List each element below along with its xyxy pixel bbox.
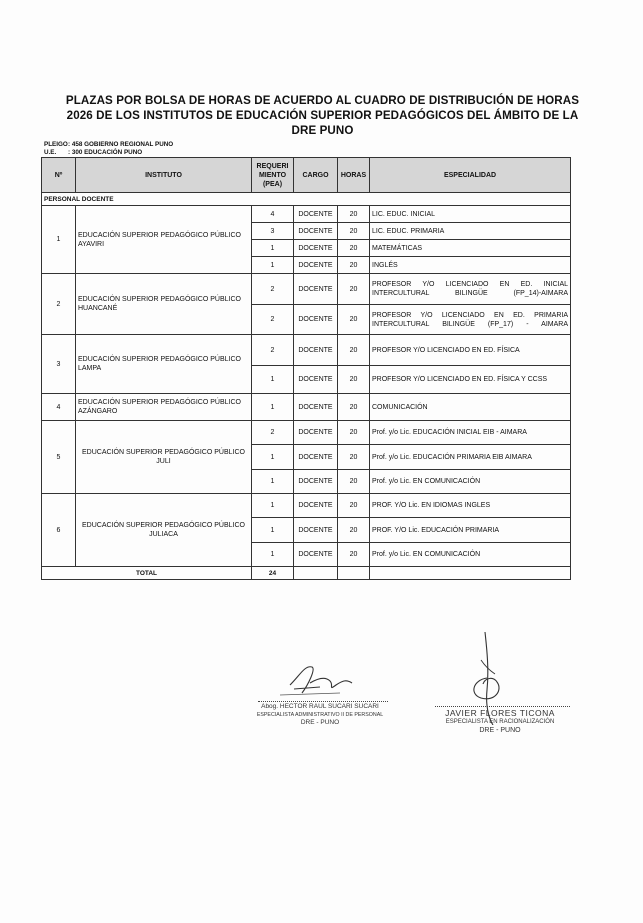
cargo-cell: DOCENTE (294, 240, 338, 257)
especialidad-cell: LIC. EDUC. INICIAL (370, 206, 571, 223)
signature-2-text (425, 708, 575, 735)
especialidad-cell: Prof. y/o Lic. EN COMUNICACIÓN (370, 470, 571, 494)
total-empty-horas (338, 567, 370, 580)
req-cell: 1 (252, 240, 294, 257)
institute-num: 3 (42, 335, 76, 394)
institute-num: 4 (42, 394, 76, 421)
cargo-cell: DOCENTE (294, 445, 338, 470)
page-title: PLAZAS POR BOLSA DE HORAS DE ACUERDO AL CUADRO DE DISTRIBUCIÓN DE HORAS 2026 DE LOS INSTITUTOS DE EDUCACIÓN SUPERIOR PEDAGÓGICOS DEL ÁMBITO DE LA DRE PUNO (65, 94, 580, 137)
especialidad-cell: PROFESOR Y/O LICENCIADO EN ED. FÍSICA (370, 335, 571, 366)
cargo-cell: DOCENTE (294, 274, 338, 305)
signature-block-1 (250, 655, 390, 745)
cargo-cell: DOCENTE (294, 494, 338, 518)
institute-num: 2 (42, 274, 76, 335)
institute-name: EDUCACIÓN SUPERIOR PEDAGÓGICO PÚBLICO JULIACA (76, 494, 252, 567)
req-cell: 1 (252, 543, 294, 567)
table-row (42, 421, 571, 445)
signature-1-name: Abog. HECTOR RAUL SUCARI SUCARI (261, 703, 379, 710)
horas-cell: 20 (338, 206, 370, 223)
institute-num: 5 (42, 421, 76, 494)
cargo-cell: DOCENTE (294, 543, 338, 567)
req-cell: 1 (252, 257, 294, 274)
horas-cell: 20 (338, 470, 370, 494)
cargo-cell: DOCENTE (294, 335, 338, 366)
especialidad-cell: MATEMÁTICAS (370, 240, 571, 257)
especialidad-cell: PROFESOR Y/O LICENCIADO EN ED. FÍSICA Y CCSS (370, 366, 571, 394)
institute-name: EDUCACIÓN SUPERIOR PEDAGÓGICO PÚBLICO LAMPA (76, 335, 252, 394)
signature-scribble-1-icon (250, 655, 390, 705)
especialidad-cell: Prof. y/o Lic. EN COMUNICACIÓN (370, 543, 571, 567)
signature-line-2 (435, 706, 570, 707)
pliego-line (44, 141, 173, 149)
header-cargo: CARGO (294, 158, 338, 193)
cargo-cell: DOCENTE (294, 470, 338, 494)
cargo-cell: DOCENTE (294, 366, 338, 394)
total-label: TOTAL (42, 567, 252, 580)
especialidad-cell: LIC. EDUC. PRIMARIA (370, 223, 571, 240)
req-cell: 1 (252, 494, 294, 518)
cargo-cell: DOCENTE (294, 257, 338, 274)
table-row (42, 206, 571, 223)
req-cell: 2 (252, 335, 294, 366)
header-especialidad: ESPECIALIDAD (370, 158, 571, 193)
cargo-cell: DOCENTE (294, 518, 338, 543)
req-cell: 1 (252, 366, 294, 394)
header-requerimiento-text: REQUERIMIENTO (PEA) (256, 162, 289, 188)
horas-cell: 20 (338, 257, 370, 274)
especialidad-cell: PROF. Y/O Lic. EDUCACIÓN PRIMARIA (370, 518, 571, 543)
pliego-value: : 458 GOBIERNO REGIONAL PUNO (68, 141, 174, 148)
req-cell: 1 (252, 518, 294, 543)
header-instituto: INSTITUTO (76, 158, 252, 193)
signature-1-role: ESPECIALISTA ADMINISTRATIVO II DE PERSONAL (256, 712, 384, 718)
total-value: 24 (252, 567, 294, 580)
total-row (42, 567, 571, 580)
especialidad-cell: INGLÉS (370, 257, 571, 274)
especialidad-cell: PROFESOR Y/O LICENCIADO EN ED. INICIAL INTERCULTURAL BILINGÜE (FP_14)-AIMARA (370, 274, 571, 305)
institute-name: EDUCACIÓN SUPERIOR PEDAGÓGICO PÚBLICO AZÁNGARO (76, 394, 252, 421)
especialidad-cell: Prof. y/o Lic. EDUCACIÓN PRIMARIA EIB AIMARA (370, 445, 571, 470)
table-row (42, 335, 571, 366)
horas-cell: 20 (338, 494, 370, 518)
horas-cell: 20 (338, 366, 370, 394)
req-cell: 1 (252, 470, 294, 494)
horas-cell: 20 (338, 335, 370, 366)
section-row (42, 193, 571, 206)
signature-1-org: DRE - PUNO (300, 719, 340, 726)
especialidad-cell: Prof. y/o Lic. EDUCACIÓN INICIAL EIB - AIMARA (370, 421, 571, 445)
signature-1-text (250, 703, 390, 727)
req-cell: 2 (252, 305, 294, 335)
distribution-table (41, 157, 571, 580)
horas-cell: 20 (338, 543, 370, 567)
total-empty-cargo (294, 567, 338, 580)
institute-num: 1 (42, 206, 76, 274)
table-row (42, 494, 571, 518)
cargo-cell: DOCENTE (294, 223, 338, 240)
horas-cell: 20 (338, 394, 370, 421)
req-cell: 1 (252, 445, 294, 470)
institute-name: EDUCACIÓN SUPERIOR PEDAGÓGICO PÚBLICO JULI (76, 421, 252, 494)
total-empty-especialidad (370, 567, 571, 580)
signature-2-name: JAVIER FLORES TICONA (445, 708, 555, 718)
horas-cell: 20 (338, 274, 370, 305)
req-cell: 2 (252, 421, 294, 445)
table-row (42, 394, 571, 421)
cargo-cell: DOCENTE (294, 305, 338, 335)
institute-name: EDUCACIÓN SUPERIOR PEDAGÓGICO PÚBLICO HUANCANÉ (76, 274, 252, 335)
signature-2-role: ESPECIALISTA EN RACIONALIZACIÓN (445, 719, 555, 725)
req-cell: 4 (252, 206, 294, 223)
institute-num: 6 (42, 494, 76, 567)
horas-cell: 20 (338, 305, 370, 335)
header-requerimiento (252, 158, 294, 193)
horas-cell: 20 (338, 445, 370, 470)
ue-value: : 300 EDUCACIÓN PUNO (68, 149, 143, 156)
table-row (42, 274, 571, 305)
signature-block-2 (425, 630, 575, 750)
table-header-row (42, 158, 571, 193)
cargo-cell: DOCENTE (294, 206, 338, 223)
section-label: PERSONAL DOCENTE (42, 193, 571, 206)
req-cell: 3 (252, 223, 294, 240)
req-cell: 2 (252, 274, 294, 305)
pliego-label: PLEIGO (44, 141, 68, 148)
ue-line (44, 149, 142, 157)
institute-name: EDUCACIÓN SUPERIOR PEDAGÓGICO PÚBLICO AYAVIRI (76, 206, 252, 274)
header-horas: HORAS (338, 158, 370, 193)
header-num: Nº (42, 158, 76, 193)
especialidad-cell: PROFESOR Y/O LICENCIADO EN ED. PRIMARIA INTERCULTURAL BILINGÜE (FP_17) - AIMARA (370, 305, 571, 335)
especialidad-cell: PROF. Y/O Lic. EN IDIOMAS INGLES (370, 494, 571, 518)
especialidad-cell: COMUNICACIÓN (370, 394, 571, 421)
horas-cell: 20 (338, 223, 370, 240)
cargo-cell: DOCENTE (294, 421, 338, 445)
signature-2-org: DRE - PUNO (479, 727, 521, 734)
signature-line-1 (258, 701, 388, 702)
req-cell: 1 (252, 394, 294, 421)
cargo-cell: DOCENTE (294, 394, 338, 421)
horas-cell: 20 (338, 421, 370, 445)
horas-cell: 20 (338, 518, 370, 543)
horas-cell: 20 (338, 240, 370, 257)
ue-label: U.E. (44, 149, 57, 156)
